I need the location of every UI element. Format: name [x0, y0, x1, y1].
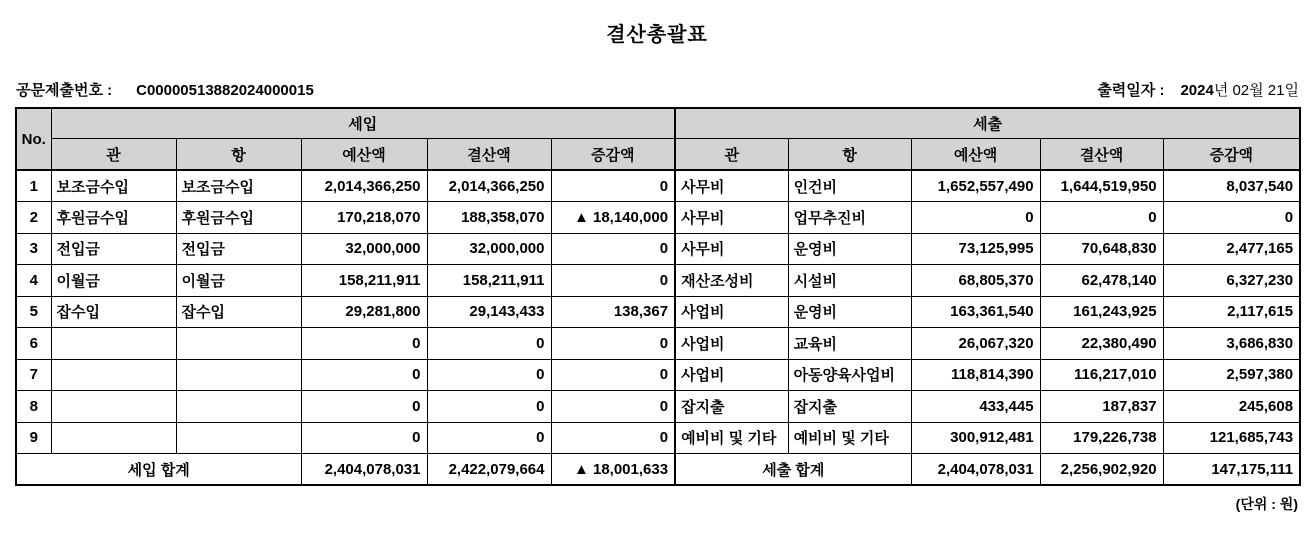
row-number-cell: 6: [16, 328, 51, 360]
doc-number: [16, 79, 314, 100]
meta-row: [16, 79, 1299, 100]
page-title: 결산총괄표: [606, 24, 708, 46]
expense-gwan-cell: 사무비: [675, 170, 788, 202]
expense-hang-cell: 예비비 및 기타: [788, 422, 911, 454]
revenue-hang-cell: 이월금: [176, 265, 301, 297]
table-body: [16, 170, 1300, 454]
expense-budget-cell: 163,361,540: [911, 296, 1040, 328]
print-date: [1097, 79, 1299, 100]
expense-gwan-cell: 예비비 및 기타: [675, 422, 788, 454]
expense-hang-cell: 업무추진비: [788, 202, 911, 234]
expense-total-diff: 147,175,111: [1163, 454, 1300, 486]
row-number-cell: 2: [16, 202, 51, 234]
expense-hang-cell: 운영비: [788, 296, 911, 328]
revenue-total-diff: ▲ 18,001,633: [551, 454, 675, 486]
row-number-cell: 7: [16, 359, 51, 391]
expense-budget-cell: 26,067,320: [911, 328, 1040, 360]
table-row: [16, 422, 1300, 454]
expense-diff-cell: 6,327,230: [1163, 265, 1300, 297]
revenue-gwan-cell: 이월금: [51, 265, 176, 297]
expense-budget-cell: 68,805,370: [911, 265, 1040, 297]
expense-hang-cell: 인건비: [788, 170, 911, 202]
revenue-diff-cell: 0: [551, 422, 675, 454]
expense-diff-cell: 2,117,615: [1163, 296, 1300, 328]
expense-hang-cell: 잡지출: [788, 391, 911, 423]
expense-gwan-cell: 잡지출: [675, 391, 788, 423]
revenue-budget-header: 예산액: [301, 139, 427, 171]
revenue-hang-cell: 잡수입: [176, 296, 301, 328]
expense-settlement-header: 결산액: [1040, 139, 1163, 171]
expense-settlement-cell: 187,837: [1040, 391, 1163, 423]
expense-settlement-cell: 116,217,010: [1040, 359, 1163, 391]
revenue-settlement-cell: 188,358,070: [427, 202, 551, 234]
revenue-gwan-cell: 후원금수입: [51, 202, 176, 234]
revenue-gwan-cell: [51, 359, 176, 391]
expense-hang-cell: 교육비: [788, 328, 911, 360]
revenue-diff-cell: 138,367: [551, 296, 675, 328]
totals-row: [16, 454, 1300, 486]
table-row: [16, 328, 1300, 360]
expense-diff-cell: 121,685,743: [1163, 422, 1300, 454]
revenue-diff-cell: ▲ 18,140,000: [551, 202, 675, 234]
row-number-cell: 9: [16, 422, 51, 454]
revenue-budget-cell: 0: [301, 359, 427, 391]
expense-section-header: 세출: [675, 108, 1300, 139]
expense-budget-header: 예산액: [911, 139, 1040, 171]
revenue-gwan-cell: [51, 391, 176, 423]
revenue-hang-cell: [176, 328, 301, 360]
revenue-budget-cell: 29,281,800: [301, 296, 427, 328]
revenue-total-label: 세입 합계: [16, 454, 301, 486]
table-row: [16, 359, 1300, 391]
expense-diff-header: 증감액: [1163, 139, 1300, 171]
revenue-gwan-header: 관: [51, 139, 176, 171]
revenue-hang-header: 항: [176, 139, 301, 171]
expense-gwan-cell: 사무비: [675, 233, 788, 265]
expense-budget-cell: 433,445: [911, 391, 1040, 423]
expense-budget-cell: 300,912,481: [911, 422, 1040, 454]
expense-hang-header: 항: [788, 139, 911, 171]
revenue-diff-cell: 0: [551, 170, 675, 202]
table-row: [16, 296, 1300, 328]
table-row: [16, 233, 1300, 265]
expense-budget-cell: 73,125,995: [911, 233, 1040, 265]
revenue-hang-cell: [176, 391, 301, 423]
revenue-settlement-cell: 0: [427, 359, 551, 391]
revenue-diff-header: 증감액: [551, 139, 675, 171]
revenue-budget-cell: 0: [301, 391, 427, 423]
expense-diff-cell: 2,597,380: [1163, 359, 1300, 391]
expense-total-budget: 2,404,078,031: [911, 454, 1040, 486]
revenue-diff-cell: 0: [551, 359, 675, 391]
row-number-cell: 1: [16, 170, 51, 202]
revenue-settlement-header: 결산액: [427, 139, 551, 171]
table-row: [16, 391, 1300, 423]
revenue-settlement-cell: 32,000,000: [427, 233, 551, 265]
revenue-hang-cell: [176, 359, 301, 391]
table-header: [16, 108, 1300, 170]
revenue-hang-cell: [176, 422, 301, 454]
settlement-summary-table: [15, 107, 1301, 486]
expense-gwan-cell: 사업비: [675, 359, 788, 391]
expense-diff-cell: 8,037,540: [1163, 170, 1300, 202]
doc-number-value: C00000513882024000015: [136, 82, 314, 99]
doc-number-label: 공문제출번호 :: [16, 82, 113, 99]
expense-budget-cell: 118,814,390: [911, 359, 1040, 391]
expense-gwan-cell: 재산조성비: [675, 265, 788, 297]
revenue-diff-cell: 0: [551, 233, 675, 265]
revenue-hang-cell: 후원금수입: [176, 202, 301, 234]
expense-gwan-cell: 사업비: [675, 328, 788, 360]
row-number-cell: 3: [16, 233, 51, 265]
revenue-section-header: 세입: [51, 108, 675, 139]
expense-hang-cell: 운영비: [788, 233, 911, 265]
row-number-cell: 5: [16, 296, 51, 328]
no-column-header: No.: [16, 108, 51, 170]
expense-settlement-cell: 161,243,925: [1040, 296, 1163, 328]
revenue-budget-cell: 0: [301, 422, 427, 454]
revenue-settlement-cell: 0: [427, 328, 551, 360]
expense-settlement-cell: 22,380,490: [1040, 328, 1163, 360]
revenue-budget-cell: 32,000,000: [301, 233, 427, 265]
expense-diff-cell: 2,477,165: [1163, 233, 1300, 265]
table-footer: [16, 454, 1300, 486]
expense-diff-cell: 3,686,830: [1163, 328, 1300, 360]
expense-gwan-header: 관: [675, 139, 788, 171]
revenue-budget-cell: 0: [301, 328, 427, 360]
table-row: [16, 170, 1300, 202]
revenue-budget-cell: 2,014,366,250: [301, 170, 427, 202]
revenue-budget-cell: 170,218,070: [301, 202, 427, 234]
revenue-gwan-cell: 보조금수입: [51, 170, 176, 202]
expense-settlement-cell: 179,226,738: [1040, 422, 1163, 454]
revenue-gwan-cell: [51, 422, 176, 454]
expense-budget-cell: 1,652,557,490: [911, 170, 1040, 202]
revenue-hang-cell: 보조금수입: [176, 170, 301, 202]
print-date-value: [1180, 79, 1299, 100]
expense-total-label: 세출 합계: [675, 454, 911, 486]
print-date-rest: 년 02월 21일: [1213, 82, 1299, 99]
unit-note: (단위 : 원): [1235, 496, 1298, 512]
revenue-hang-cell: 전입금: [176, 233, 301, 265]
expense-gwan-cell: 사업비: [675, 296, 788, 328]
row-number-cell: 8: [16, 391, 51, 423]
revenue-gwan-cell: [51, 328, 176, 360]
print-date-year: 2024: [1180, 82, 1214, 99]
expense-hang-cell: 시설비: [788, 265, 911, 297]
revenue-total-settlement: 2,422,079,664: [427, 454, 551, 486]
section-header-row: [16, 108, 1300, 139]
expense-budget-cell: 0: [911, 202, 1040, 234]
print-date-label: 출력일자 :: [1097, 82, 1165, 99]
table-row: [16, 202, 1300, 234]
revenue-settlement-cell: 29,143,433: [427, 296, 551, 328]
table-row: [16, 265, 1300, 297]
revenue-budget-cell: 158,211,911: [301, 265, 427, 297]
expense-hang-cell: 아동양육사업비: [788, 359, 911, 391]
row-number-cell: 4: [16, 265, 51, 297]
expense-diff-cell: 0: [1163, 202, 1300, 234]
revenue-total-budget: 2,404,078,031: [301, 454, 427, 486]
expense-settlement-cell: 62,478,140: [1040, 265, 1163, 297]
expense-settlement-cell: 0: [1040, 202, 1163, 234]
column-header-row: [16, 139, 1300, 171]
expense-gwan-cell: 사무비: [675, 202, 788, 234]
revenue-diff-cell: 0: [551, 265, 675, 297]
expense-settlement-cell: 1,644,519,950: [1040, 170, 1163, 202]
revenue-gwan-cell: 잡수입: [51, 296, 176, 328]
expense-total-settlement: 2,256,902,920: [1040, 454, 1163, 486]
revenue-settlement-cell: 0: [427, 391, 551, 423]
revenue-gwan-cell: 전입금: [51, 233, 176, 265]
revenue-settlement-cell: 2,014,366,250: [427, 170, 551, 202]
revenue-settlement-cell: 0: [427, 422, 551, 454]
revenue-diff-cell: 0: [551, 391, 675, 423]
revenue-settlement-cell: 158,211,911: [427, 265, 551, 297]
revenue-diff-cell: 0: [551, 328, 675, 360]
expense-settlement-cell: 70,648,830: [1040, 233, 1163, 265]
expense-diff-cell: 245,608: [1163, 391, 1300, 423]
